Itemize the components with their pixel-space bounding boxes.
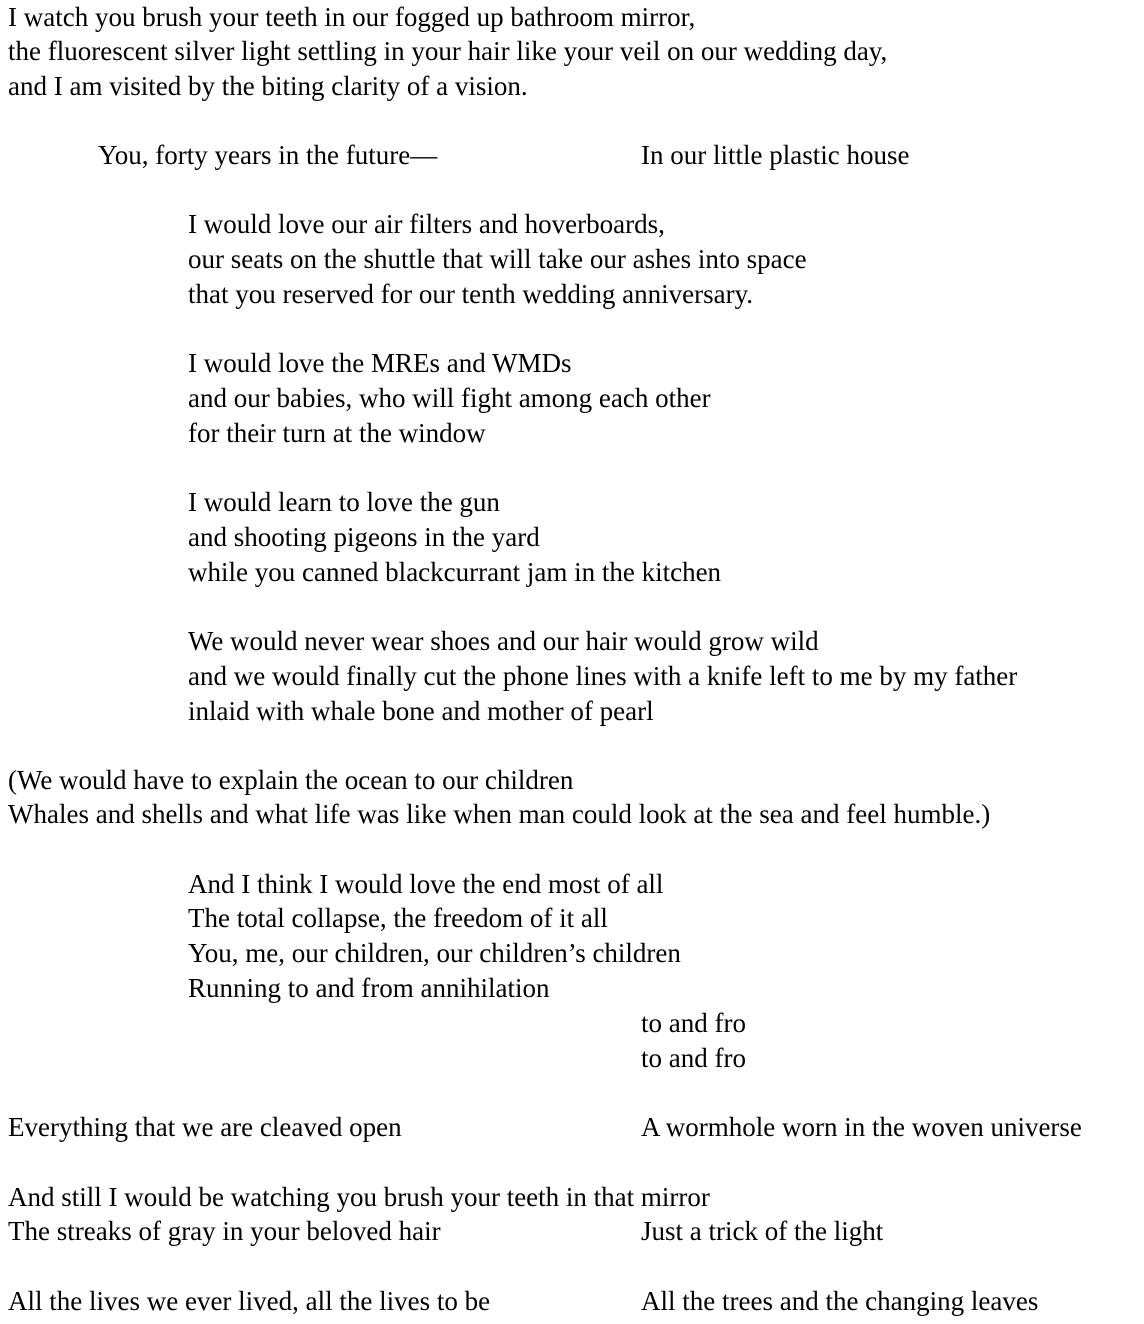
poem-line: The total collapse, the freedom of it all <box>188 903 608 933</box>
poem-line-right: Just a trick of the light <box>641 1216 884 1246</box>
poem-line: I would love the MREs and WMDs <box>188 348 572 378</box>
poem-line: We would never wear shoes and our hair would grow wild <box>188 626 819 656</box>
poem-line-left: Everything that we are cleaved open <box>8 1112 402 1142</box>
poem-line: that you reserved for our tenth wedding anniversary. <box>188 279 754 309</box>
poem-line: for their turn at the window <box>188 418 486 448</box>
poem-line: I watch you brush your teeth in our fogged up bathroom mirror, <box>8 2 696 32</box>
poem-line: Whales and shells and what life was like when man could look at the sea and feel humble.) <box>8 799 991 829</box>
poem-line: while you canned blackcurrant jam in the kitchen <box>188 557 722 587</box>
poem-line-left: The streaks of gray in your beloved hair <box>8 1216 441 1246</box>
poem-line: the fluorescent silver light settling in your hair like your veil on our wedding day, <box>8 36 888 66</box>
poem-line-right: to and fro <box>641 1043 746 1073</box>
poem-line-right: All the trees and the changing leaves <box>641 1286 1039 1316</box>
poem-line: And I think I would love the end most of all <box>188 869 664 899</box>
poem-line: and we would finally cut the phone lines with a knife left to me by my father <box>188 661 1018 691</box>
poem-line-right: A wormhole worn in the woven universe <box>641 1112 1082 1142</box>
poem-line: And still I would be watching you brush your teeth in that mirror <box>8 1182 710 1212</box>
poem-line: inlaid with whale bone and mother of pearl <box>188 696 654 726</box>
poem-line: our seats on the shuttle that will take our ashes into space <box>188 244 807 274</box>
poem-line-right: to and fro <box>641 1008 746 1038</box>
poem-line-left: You, forty years in the future— <box>98 140 438 170</box>
poem-line: I would love our air filters and hoverboards, <box>188 209 665 239</box>
poem-line: (We would have to explain the ocean to our children <box>8 765 574 795</box>
poem-line: and I am visited by the biting clarity of a vision. <box>8 71 528 101</box>
poem-line: and our babies, who will fight among each other <box>188 383 711 413</box>
poem-line: Running to and from annihilation <box>188 973 550 1003</box>
poem-line: You, me, our children, our children’s children <box>188 938 681 968</box>
poem-line-left: All the lives we ever lived, all the lives to be <box>8 1286 491 1316</box>
poem-line-right: In our little plastic house <box>641 140 910 170</box>
poem-line: I would learn to love the gun <box>188 487 500 517</box>
poem-line: and shooting pigeons in the yard <box>188 522 540 552</box>
